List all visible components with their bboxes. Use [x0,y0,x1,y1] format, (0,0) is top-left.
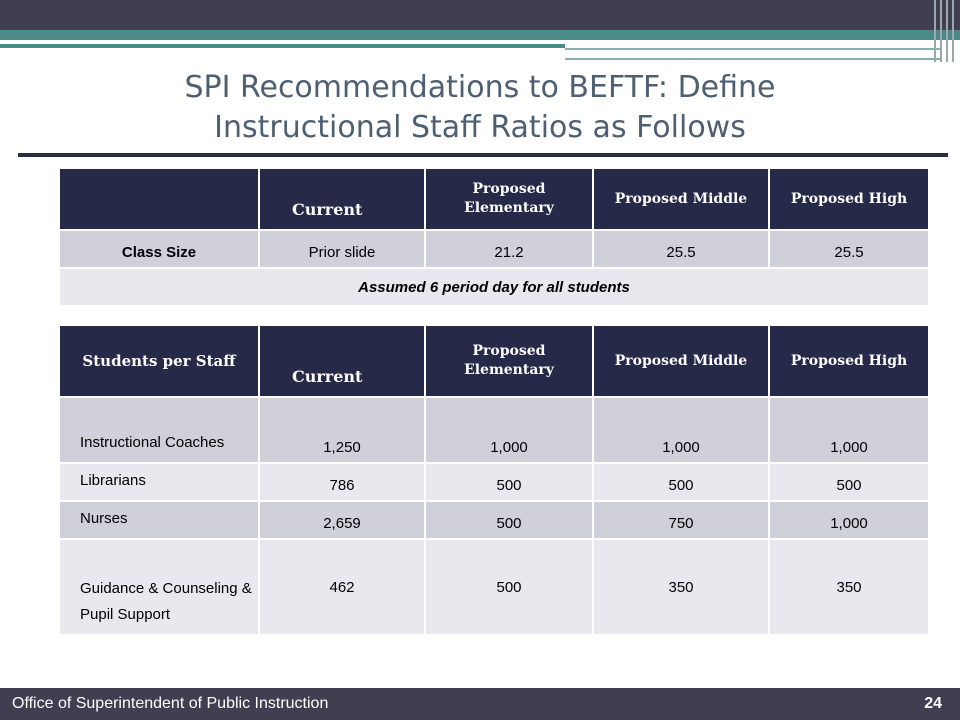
teal-banner [0,30,960,40]
table-header-row [59,325,929,397]
students-per-staff-table [58,324,930,636]
table-header-row [59,168,929,230]
footer-org: Office of Superintendent of Public Instruction [12,695,329,712]
cell-current: 786 [259,463,425,501]
table-row [59,501,929,539]
cell-proposed-high: 500 [769,463,929,501]
slide-title [40,68,920,148]
cell-proposed-middle: 25.5 [593,230,769,268]
cell-proposed-elementary: 500 [425,539,593,635]
table-row [59,539,929,635]
cell-proposed-middle: 500 [593,463,769,501]
cell-proposed-middle: 1,000 [593,397,769,463]
header-proposed-middle: Proposed Middle [593,168,769,230]
row-label: Guidance & Counseling & Pupil Support [59,539,259,635]
top-banner [0,0,960,30]
slide-title-line2: Instructional Staff Ratios as Follows [214,110,746,145]
cell-proposed-high: 25.5 [769,230,929,268]
header-current: Current [259,325,425,397]
header-corner [59,168,259,230]
header-proposed-elementary: Proposed Elementary [425,168,593,230]
cell-proposed-elementary: 500 [425,463,593,501]
header-proposed-middle: Proposed Middle [593,325,769,397]
header-proposed-elementary: Proposed Elementary [425,325,593,397]
header-current: Current [259,168,425,230]
cell-proposed-high: 1,000 [769,501,929,539]
class-size-table [58,167,930,307]
table-row [59,397,929,463]
decor-stripe [565,48,940,50]
decor-stripe [565,58,940,60]
header-proposed-high: Proposed High [769,325,929,397]
cell-proposed-elementary: 500 [425,501,593,539]
cell-current: 2,659 [259,501,425,539]
row-label: Class Size [59,230,259,268]
header-students-per-staff: Students per Staff [59,325,259,397]
cell-current: 1,250 [259,397,425,463]
decor-stripe [0,44,565,48]
cell-proposed-elementary: 21.2 [425,230,593,268]
slide-title-line1: SPI Recommendations to BEFTF: Define [184,70,776,105]
table-note: Assumed 6 period day for all students [59,268,929,306]
cell-current: 462 [259,539,425,635]
row-label: Instructional Coaches [59,397,259,463]
table-row [59,230,929,268]
cell-proposed-middle: 750 [593,501,769,539]
cell-proposed-middle: 350 [593,539,769,635]
page-number: 24 [924,695,942,712]
table-note-row [59,268,929,306]
row-label: Librarians [59,463,259,501]
cell-current: Prior slide [259,230,425,268]
decor-vertical-lines [930,0,960,62]
cell-proposed-elementary: 1,000 [425,397,593,463]
title-divider [18,153,948,157]
row-label: Nurses [59,501,259,539]
cell-proposed-high: 350 [769,539,929,635]
header-proposed-high: Proposed High [769,168,929,230]
cell-proposed-high: 1,000 [769,397,929,463]
table-row [59,463,929,501]
